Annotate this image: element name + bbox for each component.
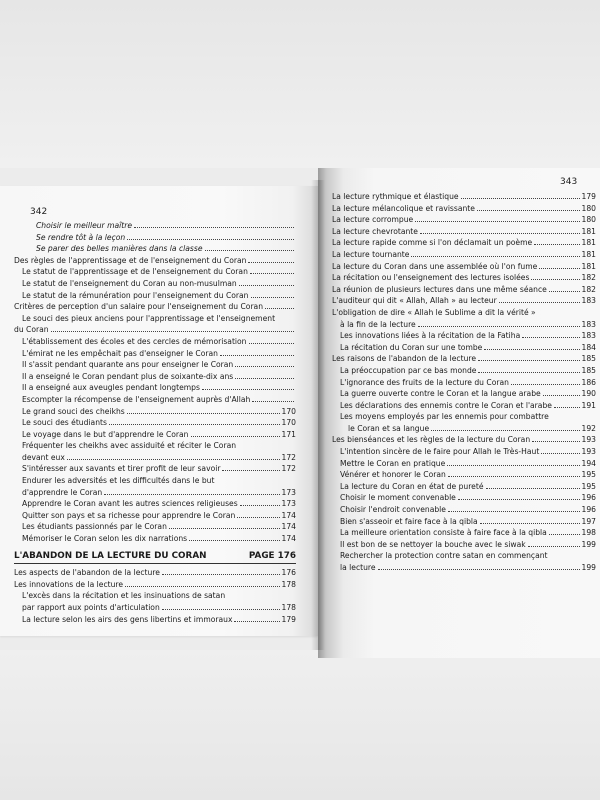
- toc-entry: [14, 602, 296, 614]
- toc-entry: [332, 411, 596, 423]
- toc-entry: [14, 417, 296, 429]
- dot-leader: [220, 355, 294, 356]
- toc-entry-page: 195: [581, 470, 596, 480]
- toc-entry-page: 170: [281, 418, 296, 428]
- toc-entry-title: La lecture rythmique et élastique: [332, 192, 459, 201]
- dot-leader: [205, 250, 295, 251]
- section-page: PAGE 176: [248, 550, 296, 561]
- dot-leader: [477, 210, 580, 211]
- toc-entry-title: L'ignorance des fruits de la lecture du Coran: [340, 377, 509, 387]
- toc-entry: [332, 249, 596, 261]
- toc-entry-page: 173: [281, 499, 296, 509]
- toc-entry: [14, 463, 296, 475]
- toc-entry: [332, 284, 596, 296]
- toc-entry: [332, 377, 596, 389]
- toc-entry-title: Escompter la récompense de l'enseignement auprès d'Allah: [22, 394, 251, 404]
- dot-leader: [249, 343, 295, 344]
- toc-entry-page: 178: [281, 603, 296, 612]
- toc-entry-title: Endurer les adversités et les difficultés dans le but: [22, 476, 215, 486]
- toc-entry: [332, 342, 596, 354]
- toc-entry-page: 199: [581, 539, 596, 549]
- toc-entry: [14, 498, 296, 510]
- toc-entry: [14, 429, 296, 441]
- toc-entry: [14, 510, 296, 522]
- toc-entry: [332, 319, 596, 331]
- toc-entry: [14, 394, 296, 406]
- toc-entry: [332, 272, 596, 284]
- dot-leader: [162, 609, 280, 610]
- toc-entry-page: 196: [581, 505, 596, 515]
- dot-leader: [511, 384, 580, 385]
- dot-leader: [51, 331, 294, 332]
- dot-leader: [127, 239, 294, 240]
- toc-entry: [14, 243, 296, 255]
- toc-entry: [332, 434, 596, 446]
- background-top: [0, 0, 600, 168]
- left-page-number: 342: [30, 207, 48, 217]
- toc-entry-title: Choisir l'endroit convenable: [340, 505, 446, 515]
- toc-entry-title: La lecture selon les airs des gens libertins et immoraux: [22, 614, 233, 624]
- toc-entry-title: Le statut de l'enseignement du Coran au non-musulman: [22, 278, 237, 288]
- toc-entry-page: 176: [281, 568, 296, 578]
- toc-entry-page: 181: [581, 261, 596, 271]
- toc-entry-title: Le statut de la rémunération pour l'enseignement du Coran: [22, 290, 249, 300]
- toc-entry: [14, 382, 296, 394]
- toc-entry-title: L'intention sincère de le faire pour Allah le Très-Haut: [340, 447, 540, 457]
- toc-entry: [14, 336, 296, 348]
- toc-entry: [14, 406, 296, 418]
- dot-leader: [418, 326, 580, 327]
- dot-leader: [162, 574, 280, 575]
- dot-leader: [235, 378, 294, 379]
- dot-leader: [191, 436, 280, 437]
- dot-leader: [234, 621, 279, 622]
- toc-entry-title: Mémoriser le Coran selon les dix narrations: [22, 534, 188, 544]
- dot-leader: [415, 221, 579, 222]
- toc-entry-page: 192: [581, 423, 596, 433]
- dot-leader: [250, 273, 294, 274]
- toc-entry: [14, 452, 296, 464]
- toc-entry-page: 174: [281, 510, 296, 520]
- toc-entry: [14, 290, 296, 302]
- toc-entry-title: Les déclarations des ennemis contre le Coran et l'arabe: [340, 400, 552, 410]
- toc-entry-title: La lecture corrompue: [332, 215, 414, 225]
- toc-entry: [332, 330, 596, 342]
- dot-leader: [378, 569, 580, 570]
- dot-leader: [67, 459, 280, 460]
- section-title: L'ABANDON DE LA LECTURE DU CORAN: [14, 550, 207, 561]
- dot-leader: [478, 372, 579, 373]
- toc-entry-page: 180: [581, 203, 596, 213]
- toc-entry-title: La préoccupation par ce bas monde: [340, 365, 477, 375]
- toc-entry-title: La guerre ouverte contre le Coran et la langue arabe: [340, 389, 541, 399]
- toc-entry: [332, 214, 596, 226]
- toc-entry: [332, 527, 596, 539]
- toc-entry-page: 181: [581, 226, 596, 236]
- dot-leader: [239, 285, 294, 286]
- toc-entry: [14, 567, 296, 579]
- toc-entry-title: Fréquenter les cheikhs avec assiduité et réciter le Coran: [22, 441, 237, 451]
- toc-entry-title: L'établissement des écoles et des cercles de mémorisation: [22, 336, 247, 346]
- toc-entry-title: La récitation du Coran sur une tombe: [340, 342, 483, 352]
- toc-entry-page: 190: [581, 389, 596, 399]
- dot-leader: [222, 470, 279, 471]
- dot-leader: [522, 337, 579, 338]
- dot-leader: [478, 360, 579, 361]
- dot-leader: [499, 302, 580, 303]
- toc-entry-title: La récitation ou l'enseignement des lectures isolées: [332, 273, 530, 283]
- toc-entry-title: Il a enseigné aux aveugles pendant longtemps: [22, 383, 200, 393]
- toc-entry-page: 196: [581, 493, 596, 503]
- toc-entry-title: La lecture rapide comme si l'on déclamait un poème: [332, 238, 533, 248]
- toc-entry-title: L'excès dans la récitation et les insinuations de satan: [22, 591, 226, 601]
- toc-entry-page: 180: [581, 215, 596, 225]
- toc-entry: [332, 191, 596, 203]
- toc-entry-title: du Coran: [14, 325, 49, 335]
- toc-entry-page: 185: [581, 354, 596, 364]
- toc-entry-title: la lecture: [340, 563, 376, 572]
- toc-entry-title: Les innovations de la lecture: [14, 579, 124, 589]
- toc-entry-page: 199: [581, 563, 596, 572]
- toc-entry-title: La lecture du Coran en état de pureté: [340, 481, 484, 491]
- dot-leader: [534, 244, 579, 245]
- toc-entry-title: Vénérer et honorer le Coran: [340, 470, 446, 480]
- toc-entry-title: Les bienséances et les règles de la lecture du Coran: [332, 435, 531, 445]
- toc-entry-title: d'apprendre le Coran: [22, 487, 103, 497]
- toc-entry-title: Critères de perception d'un salaire pour l'enseignement du Coran: [14, 302, 264, 312]
- toc-entry-page: 181: [581, 249, 596, 259]
- dot-leader: [480, 523, 580, 524]
- toc-entry-title: La lecture tournante: [332, 249, 410, 259]
- toc-entry-page: 179: [281, 614, 296, 624]
- dot-leader: [134, 227, 294, 228]
- toc-entry-page: 193: [581, 435, 596, 445]
- toc-entry: [14, 324, 296, 336]
- right-page-number: 343: [560, 177, 578, 187]
- toc-entry-title: L'obligation de dire « Allah le Sublime a dit la vérité »: [332, 307, 536, 317]
- toc-entry: [14, 266, 296, 278]
- dot-leader: [202, 389, 294, 390]
- left-toc: [14, 220, 296, 625]
- toc-entry-title: Le voyage dans le but d'apprendre le Coran: [22, 429, 189, 439]
- toc-entry: [14, 440, 296, 452]
- dot-leader: [248, 262, 294, 263]
- toc-entry-page: 183: [581, 319, 596, 329]
- toc-entry-page: 185: [581, 365, 596, 375]
- toc-entry: [332, 400, 596, 412]
- toc-entry-title: Bien s'asseoir et faire face à la qibla: [340, 516, 478, 526]
- toc-entry-title: L'auditeur qui dit « Allah, Allah » au lecteur: [332, 296, 497, 306]
- dot-leader: [549, 534, 580, 535]
- toc-entry-title: Il a enseigné le Coran pendant plus de soixante-dix ans: [22, 371, 234, 381]
- toc-entry: [14, 348, 296, 360]
- toc-entry: [14, 232, 296, 244]
- dot-leader: [486, 488, 580, 489]
- dot-leader: [104, 494, 279, 495]
- dot-leader: [237, 517, 279, 518]
- dot-leader: [539, 268, 579, 269]
- toc-entry-page: 184: [581, 342, 596, 352]
- toc-entry: [332, 562, 596, 574]
- dot-leader: [549, 291, 580, 292]
- dot-leader: [448, 511, 580, 512]
- toc-entry-page: 186: [581, 377, 596, 387]
- section-heading: [14, 551, 296, 565]
- toc-entry: [14, 301, 296, 313]
- toc-entry-title: Le souci des étudiants: [22, 418, 107, 428]
- toc-entry: [332, 307, 596, 319]
- dot-leader: [458, 499, 580, 500]
- toc-entry-page: 173: [281, 487, 296, 497]
- toc-entry-page: 179: [581, 192, 596, 201]
- toc-entry-page: 195: [581, 481, 596, 491]
- toc-entry-page: 172: [281, 452, 296, 462]
- toc-entry-page: 174: [281, 534, 296, 544]
- toc-entry-page: 171: [281, 429, 296, 439]
- toc-entry-title: S'intéresser aux savants et tirer profit de leur savoir: [22, 464, 221, 474]
- toc-entry-title: Il s'assit pendant quarante ans pour enseigner le Coran: [22, 360, 234, 370]
- toc-entry: [332, 516, 596, 528]
- toc-entry: [332, 492, 596, 504]
- toc-entry: [332, 446, 596, 458]
- toc-entry: [332, 481, 596, 493]
- dot-leader: [543, 395, 580, 396]
- toc-entry: [332, 550, 596, 562]
- toc-entry: [14, 255, 296, 267]
- dot-leader: [554, 407, 580, 408]
- toc-entry-title: Les raisons de l'abandon de la lecture: [332, 354, 477, 364]
- toc-entry: [332, 458, 596, 470]
- toc-entry-title: La meilleure orientation consiste à faire face à la qibla: [340, 528, 547, 538]
- dot-leader: [448, 476, 580, 477]
- toc-entry-page: 183: [581, 331, 596, 341]
- toc-entry-page: 198: [581, 528, 596, 538]
- dot-leader: [127, 413, 280, 414]
- toc-entry-title: Quitter son pays et sa richesse pour apprendre le Coran: [22, 510, 236, 520]
- toc-entry-title: Choisir le meilleur maître: [36, 221, 133, 230]
- toc-entry: [332, 365, 596, 377]
- dot-leader: [189, 540, 279, 541]
- toc-entry-title: Mettre le Coran en pratique: [340, 458, 446, 468]
- dot-leader: [431, 430, 579, 431]
- toc-entry-title: Rechercher la protection contre satan en commençant: [340, 551, 548, 561]
- toc-entry-title: Les aspects de l'abandon de la lecture: [14, 568, 160, 578]
- toc-entry-title: Il est bon de se nettoyer la bouche avec le siwak: [340, 539, 526, 549]
- toc-entry: [14, 590, 296, 602]
- toc-entry-title: Apprendre le Coran avant les autres sciences religieuses: [22, 499, 238, 509]
- toc-entry-page: 193: [581, 447, 596, 457]
- toc-entry-page: 174: [281, 522, 296, 532]
- toc-entry-title: Le grand souci des cheikhs: [22, 406, 125, 416]
- dot-leader: [252, 401, 294, 402]
- dot-leader: [531, 279, 579, 280]
- toc-entry: [14, 579, 296, 591]
- dot-leader: [532, 441, 579, 442]
- book-gutter: [311, 180, 325, 650]
- toc-entry-title: La lecture mélancolique et ravissante: [332, 203, 475, 213]
- toc-entry-title: Choisir le moment convenable: [340, 493, 456, 503]
- toc-entry: [332, 388, 596, 400]
- dot-leader: [251, 297, 295, 298]
- toc-entry: [332, 539, 596, 551]
- dot-leader: [447, 465, 579, 466]
- dot-leader: [411, 256, 579, 257]
- toc-entry-title: Se rendre tôt à la leçon: [36, 232, 126, 242]
- dot-leader: [420, 233, 580, 234]
- toc-entry-title: devant eux: [22, 452, 65, 462]
- toc-entry: [14, 371, 296, 383]
- toc-entry: [332, 237, 596, 249]
- toc-entry: [332, 226, 596, 238]
- toc-entry-page: 191: [581, 400, 596, 410]
- dot-leader: [484, 349, 579, 350]
- toc-entry-title: le Coran et sa langue: [348, 423, 430, 433]
- toc-entry-title: Les innovations liées à la récitation de la Fatiha: [340, 331, 521, 341]
- background-bottom: [0, 650, 600, 800]
- toc-entry: [332, 353, 596, 365]
- toc-entry: [332, 504, 596, 516]
- toc-entry-title: par rapport aux points d'articulation: [22, 603, 160, 612]
- toc-entry-page: 194: [581, 458, 596, 468]
- toc-entry: [332, 423, 596, 435]
- toc-entry-page: 178: [281, 579, 296, 589]
- toc-entry-title: Le statut de l'apprentissage et de l'enseignement du Coran: [22, 267, 248, 277]
- toc-entry-title: Les étudiants passionnés par le Coran: [22, 522, 167, 532]
- toc-entry: [14, 533, 296, 545]
- toc-entry-page: 182: [581, 284, 596, 294]
- dot-leader: [125, 586, 279, 587]
- toc-entry: [14, 521, 296, 533]
- toc-entry: [14, 278, 296, 290]
- toc-entry-page: 172: [281, 464, 296, 474]
- toc-entry-title: Le souci des pieux anciens pour l'apprentissage et l'enseignement: [22, 313, 276, 323]
- toc-entry: [14, 487, 296, 499]
- toc-entry: [332, 469, 596, 481]
- toc-entry-title: La lecture du Coran dans une assemblée où l'on fume: [332, 261, 538, 271]
- toc-entry-title: Se parer des belles manières dans la classe: [36, 244, 203, 254]
- toc-entry: [332, 261, 596, 273]
- toc-entry-page: 182: [581, 273, 596, 283]
- toc-entry: [332, 295, 596, 307]
- toc-entry-page: 170: [281, 406, 296, 416]
- toc-entry-title: L'émirat ne les empêchait pas d'enseigner le Coran: [22, 348, 218, 358]
- toc-entry-title: Des règles de l'apprentissage et de l'enseignement du Coran: [14, 255, 247, 265]
- toc-entry: [14, 313, 296, 325]
- toc-entry: [332, 203, 596, 215]
- toc-entry: [14, 359, 296, 371]
- toc-entry-title: Les moyens employés par les ennemis pour combattre: [340, 412, 549, 422]
- dot-leader: [265, 308, 294, 309]
- dot-leader: [461, 198, 580, 199]
- toc-entry-page: 183: [581, 296, 596, 306]
- dot-leader: [109, 424, 280, 425]
- toc-entry: [14, 475, 296, 487]
- dot-leader: [169, 528, 280, 529]
- toc-entry-title: La réunion de plusieurs lectures dans une même séance: [332, 284, 547, 294]
- dot-leader: [541, 453, 579, 454]
- toc-entry-title: à la fin de la lecture: [340, 319, 416, 329]
- dot-leader: [528, 546, 580, 547]
- toc-entry: [14, 220, 296, 232]
- right-toc: [332, 191, 596, 574]
- toc-entry-title: La lecture chevrotante: [332, 226, 418, 236]
- dot-leader: [240, 505, 280, 506]
- toc-entry: [14, 614, 296, 626]
- toc-entry-page: 197: [581, 516, 596, 526]
- dot-leader: [235, 366, 294, 367]
- toc-entry-page: 181: [581, 238, 596, 248]
